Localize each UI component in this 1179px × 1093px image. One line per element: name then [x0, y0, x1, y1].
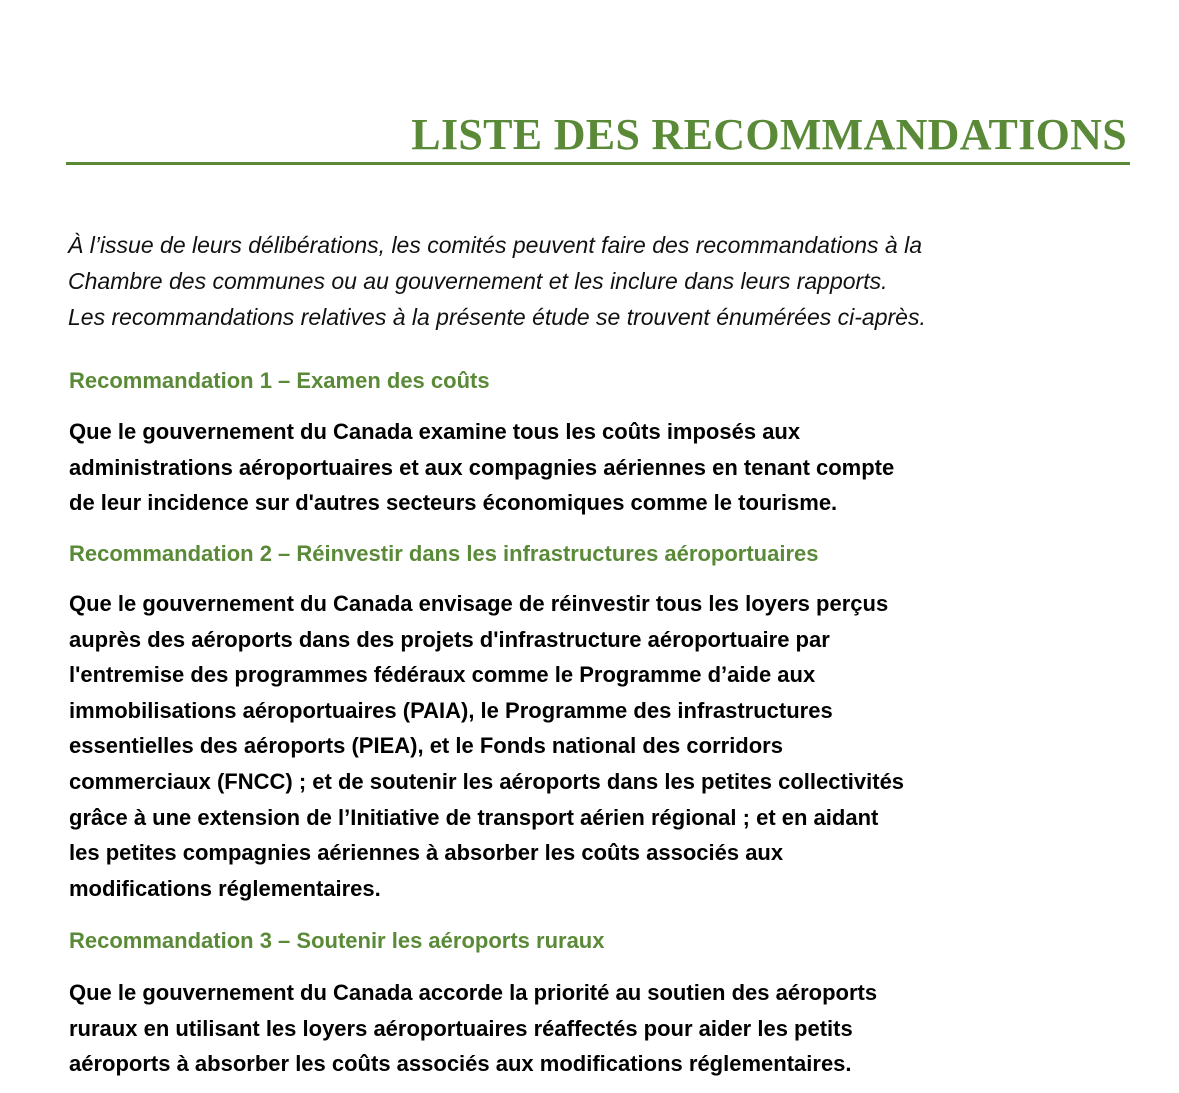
body-line: les petites compagnies aériennes à absorber les coûts associés aux [69, 840, 784, 866]
body-line: grâce à une extension de l’Initiative de transport aérien régional ; et en aidant [69, 804, 879, 830]
body-line: Que le gouvernement du Canada accorde la priorité au soutien des aéroports [69, 980, 878, 1005]
recommendation-2-body [69, 586, 1159, 906]
body-line: Que le gouvernement du Canada envisage de réinvestir tous les loyers perçus [69, 591, 889, 616]
body-line: l'entremise des programmes fédéraux comme le Programme d’aide aux [69, 662, 816, 688]
body-line: auprès des aéroports dans des projets d'infrastructure aéroportuaire par [69, 626, 830, 652]
recommendation-1-heading: Recommandation 1 – Examen des coûts [69, 368, 490, 393]
body-line: immobilisations aéroportuaires (PAIA), le Programme des infrastructures [69, 697, 833, 723]
recommendation-3-heading: Recommandation 3 – Soutenir les aéroports ruraux [69, 928, 605, 953]
body-line: aéroports à absorber les coûts associés aux modifications réglementaires. [69, 1051, 852, 1077]
body-line: ruraux en utilisant les loyers aéroportuaires réaffectés pour aider les petits [69, 1015, 853, 1041]
intro-line: Les recommandations relatives à la présente étude se trouvent énumérées ci-après. [68, 304, 926, 330]
intro-paragraph [68, 227, 1148, 335]
title-underline [66, 162, 1130, 165]
page-title: LISTE DES RECOMMANDATIONS [411, 110, 1127, 159]
body-line: commerciaux (FNCC) ; et de soutenir les aéroports dans les petites collectivités [69, 768, 905, 794]
recommendation-1-body [69, 414, 1159, 521]
recommendation-2-heading: Recommandation 2 – Réinvestir dans les infrastructures aéroportuaires [69, 541, 819, 566]
intro-line: À l’issue de leurs délibérations, les comités peuvent faire des recommandations à la [68, 232, 922, 258]
body-line: modifications réglementaires. [69, 875, 381, 901]
body-line: Que le gouvernement du Canada examine tous les coûts imposés aux [69, 419, 801, 444]
recommendation-3-body [69, 975, 1159, 1082]
body-line: essentielles des aéroports (PIEA), et le Fonds national des corridors [69, 733, 783, 759]
intro-line: Chambre des communes ou au gouvernement et les inclure dans leurs rapports. [68, 268, 888, 294]
body-line: administrations aéroportuaires et aux compagnies aériennes en tenant compte [69, 454, 895, 480]
body-line: de leur incidence sur d'autres secteurs économiques comme le tourisme. [69, 490, 838, 516]
